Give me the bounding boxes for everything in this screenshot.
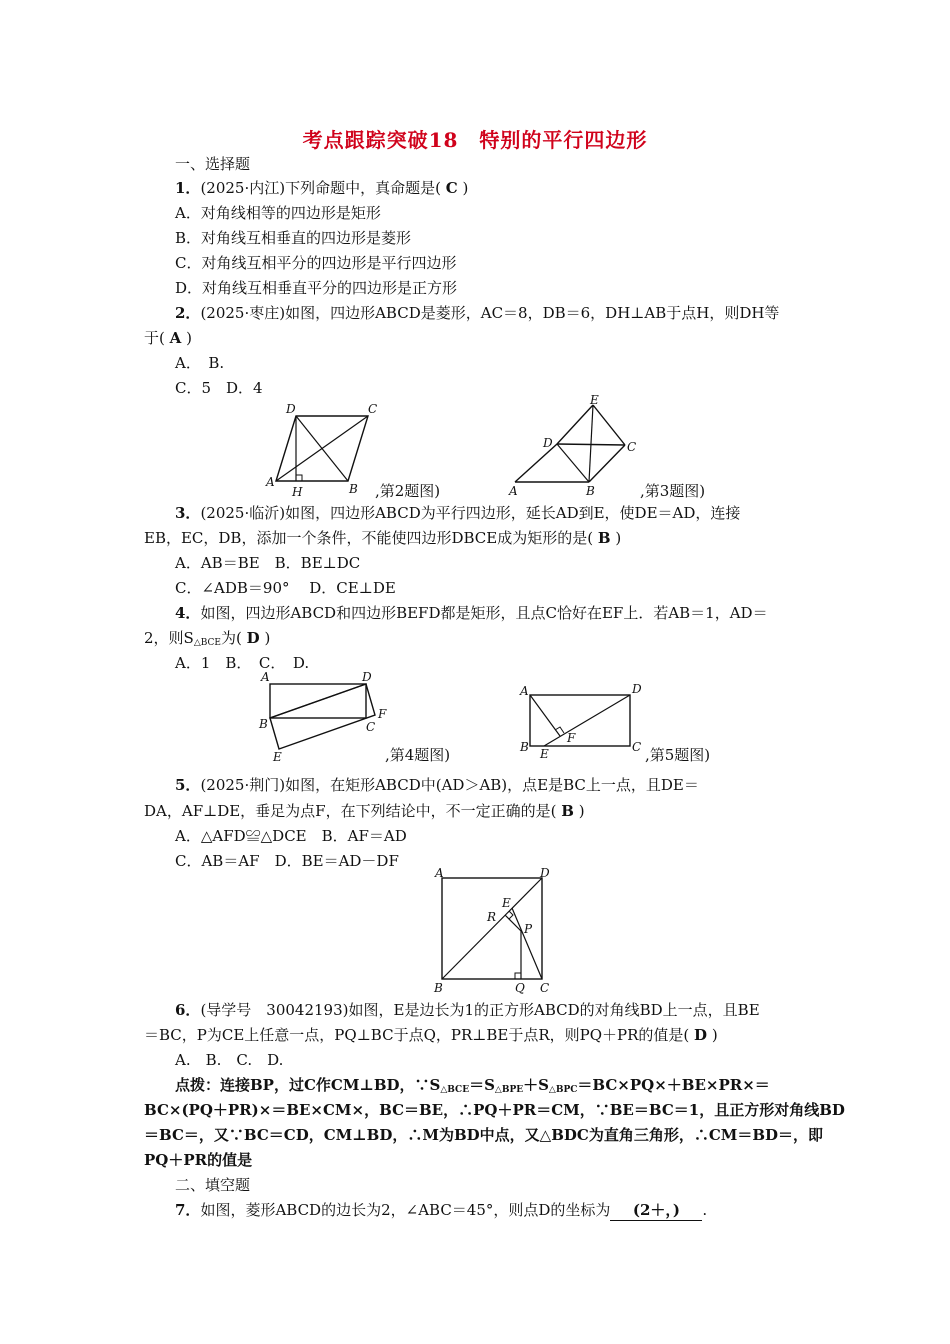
options-row: A．1 B． C． D.	[175, 654, 310, 672]
label-a: A	[435, 866, 444, 880]
label-d: D	[540, 866, 550, 880]
options-row-1: A． B.	[175, 354, 225, 372]
label-a: A	[520, 684, 529, 698]
question-source: (2025·临沂)	[200, 504, 286, 522]
figure-4-caption: ,第4题图)	[385, 746, 451, 764]
line-d-b	[557, 444, 589, 482]
figure-6-square	[430, 866, 555, 996]
question-stem: 如图，四边形ABCD为平行四边形，延长AD到E，使DE＝AD，连接	[285, 504, 741, 522]
label-a: A	[509, 484, 518, 498]
question-number: 1．	[175, 179, 201, 197]
options-row: A. B. C. D.	[175, 1051, 284, 1069]
page-title: 考点跟踪突破18 特别的平行四边形	[302, 128, 648, 152]
figure-5-caption: ,第5题图)	[645, 746, 711, 764]
answer: B	[597, 529, 611, 547]
segment-d-e	[544, 695, 630, 746]
hint-line-4: PQ＋PR的值是	[144, 1151, 253, 1169]
option-d: D．对角线互相垂直平分的四边形是正方形	[175, 279, 458, 297]
label-b: B	[586, 484, 595, 498]
question-6: 6．(导学号 30042193)如图，E是边长为1的正方形ABCD的对角线BD上一点，且BE	[175, 1001, 760, 1019]
answer: C	[445, 179, 458, 197]
label-d: D	[362, 670, 372, 684]
label-e: E	[540, 747, 549, 761]
label-c: C	[627, 440, 637, 454]
figure-4-two-rectangles	[255, 668, 395, 768]
question-source: (导学号 30042193)	[200, 1001, 349, 1019]
line-e-c	[593, 405, 625, 445]
label-b: B	[434, 981, 443, 995]
hint-line-2: BC×(PQ＋PR)×＝BE×CM×，BC＝BE，∴PQ＋PR＝CM，∵BE＝BC＝1，且正方形对角线BD	[144, 1101, 845, 1119]
options-row-1: A．AB＝BE B．BE⊥DC	[175, 554, 361, 572]
label-c: C	[540, 981, 550, 995]
line-b-c	[589, 445, 625, 482]
question-source: (2025·枣庄)	[200, 304, 286, 322]
option-b: B．对角线互相垂直的四边形是菱形	[175, 229, 412, 247]
label-b: B	[520, 740, 529, 754]
label-e: E	[502, 896, 511, 910]
section-heading-choice: 一、选择题	[175, 155, 251, 173]
label-f: F	[378, 707, 387, 721]
figure-2-rhombus	[260, 400, 380, 500]
answer: B	[561, 802, 574, 820]
rectangle-abcd	[530, 695, 630, 746]
section-heading-fill: 二、填空题	[175, 1176, 251, 1194]
question-stem: 如图，E是边长为1的正方形ABCD的对角线BD上一点，且BE	[348, 1001, 760, 1019]
label-e: E	[590, 393, 599, 407]
question-3: 3．(2025·临沂)如图，四边形ABCD为平行四边形，延长AD到E，使DE＝AD，连接	[175, 504, 741, 522]
question-source: (2025·内江)	[200, 179, 286, 197]
label-p: P	[524, 922, 533, 936]
question-stem: 如图，菱形ABCD的边长为2，∠ABC＝45°，则点D的坐标为	[200, 1201, 611, 1219]
question-7: 7．如图，菱形ABCD的边长为2，∠ABC＝45°，则点D的坐标为 (2＋，) .	[175, 1201, 708, 1219]
label-d: D	[543, 436, 553, 450]
rectangle-befd	[270, 684, 375, 749]
figure-3-parallelogram	[505, 393, 645, 503]
question-6-cont: ＝BC，P为CE上任意一点，PQ⊥BC于点Q，PR⊥BE于点R，则PQ＋PR的值是( D )	[144, 1026, 718, 1044]
hint-line-3: ＝BC＝，又∵BC＝CD，CM⊥BD，∴M为BD中点，又△BDC为直角三角形，∴CM＝BD＝，即	[144, 1126, 824, 1144]
answer: A	[169, 329, 182, 347]
figure-2-caption: ,第2题图)	[375, 482, 441, 500]
question-stem: 下列命题中，真命题是(	[285, 179, 441, 197]
figure-5-rectangle	[515, 680, 655, 765]
option-c: C．对角线互相平分的四边形是平行四边形	[175, 254, 457, 272]
label-d: D	[286, 402, 296, 416]
question-stem: 如图，在矩形ABCD中(AD＞AB)，点E是BC上一点，且DE＝	[285, 776, 699, 794]
label-c: C	[368, 402, 378, 416]
question-stem: 如图，四边形ABCD是菱形，AC＝8，DB＝6，DH⊥AB于点H，则DH等	[285, 304, 780, 322]
label-f: F	[567, 731, 576, 745]
question-5-cont: DA，AF⊥DE，垂足为点F，在下列结论中，不一定正确的是( B )	[144, 802, 585, 820]
label-d: D	[632, 682, 642, 696]
question-1: 1．(2025·内江)下列命题中，真命题是( C )	[175, 179, 469, 197]
answer-blank: (2＋，)	[610, 1200, 702, 1221]
label-a: A	[266, 475, 275, 489]
label-c: C	[366, 720, 376, 734]
line-a-e	[515, 405, 593, 482]
question-2: 2．(2025·枣庄)如图，四边形ABCD是菱形，AC＝8，DB＝6，DH⊥AB于点H，则DH等	[175, 304, 780, 322]
label-h: H	[292, 485, 303, 499]
label-b: B	[259, 717, 268, 731]
question-2-cont: 于( A )	[144, 329, 192, 347]
question-source: (2025·荆门)	[200, 776, 286, 794]
question-5: 5．(2025·荆门)如图，在矩形ABCD中(AD＞AB)，点E是BC上一点，且DE＝	[175, 776, 699, 794]
segment-e-c	[512, 908, 542, 979]
line-e-b	[589, 405, 593, 482]
label-q: Q	[515, 981, 525, 995]
label-e: E	[273, 750, 282, 764]
hint-line-1: 点拨：连接BP，过C作CM⊥BD，$\because S_{\triangle BCE}=S_{\triangle BPE}+S_{\triangle BPC}=BC\times PQ\times+BE\times PR\times=$	[175, 1076, 770, 1095]
question-3-cont: EB，EC，DB，添加一个条件，不能使四边形DBCE成为矩形的是( B )	[144, 529, 622, 547]
question-4: 4．如图，四边形ABCD和四边形BEFD都是矩形，且点C恰好在EF上．若AB＝1，AD＝	[175, 604, 768, 622]
right-angle-mark	[296, 475, 302, 481]
diagonal-db	[296, 416, 348, 481]
figure-3-caption: ,第3题图)	[640, 482, 706, 500]
right-angle-mark-q	[515, 973, 521, 979]
options-row-2: C．AB＝AF D．BE＝AD－DF	[175, 852, 399, 870]
right-angle-mark-r	[509, 911, 513, 919]
answer: D	[246, 629, 260, 647]
options-row-2: C．5 D．4	[175, 379, 263, 397]
question-stem: 如图，四边形ABCD和四边形BEFD都是矩形，且点C恰好在EF上．若AB＝1，AD＝	[200, 604, 768, 622]
options-row-1: A．△AFD≌△DCE B．AF＝AD	[175, 827, 407, 845]
option-a: A．对角线相等的四边形是矩形	[175, 204, 381, 222]
options-row-2: C．∠ADB＝90° D．CE⊥DE	[175, 579, 396, 597]
label-r: R	[487, 910, 497, 924]
label-c: C	[632, 740, 642, 754]
label-b: B	[349, 482, 358, 496]
answer: D	[694, 1026, 708, 1044]
question-4-cont: 2，则$S_{\triangle BCE}$为( D )	[144, 629, 271, 648]
label-a: A	[261, 670, 270, 684]
